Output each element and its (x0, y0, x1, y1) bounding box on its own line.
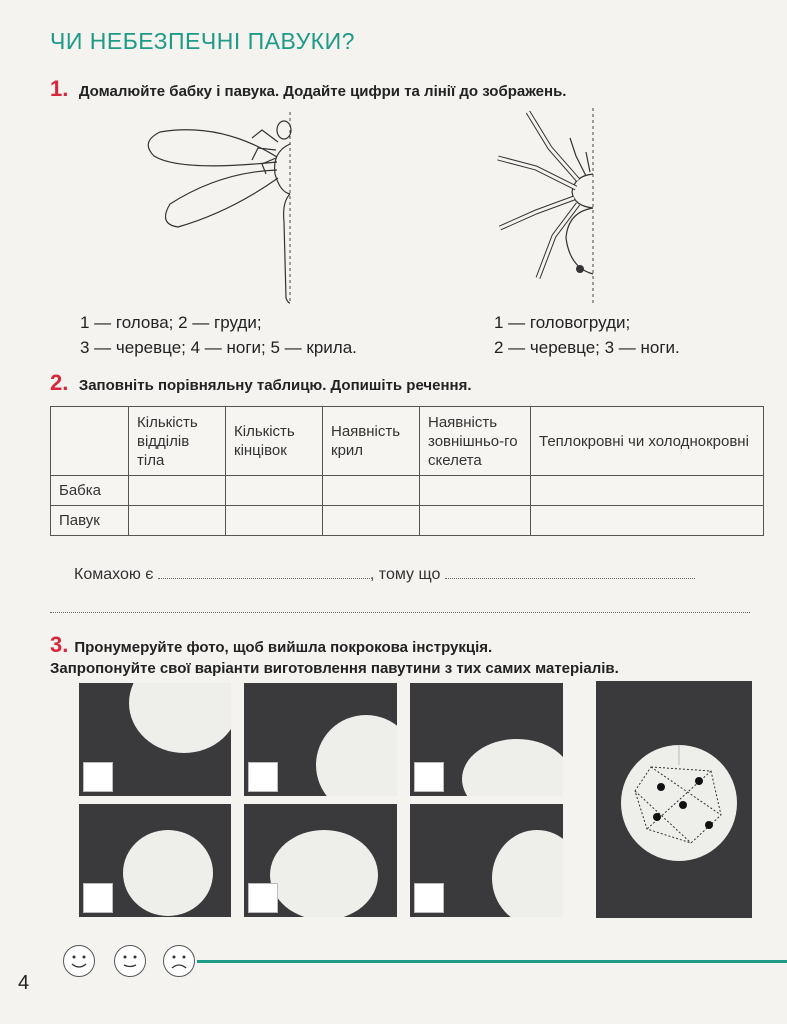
task1-number: 1. (50, 76, 69, 101)
number-box[interactable] (248, 762, 278, 792)
step-photo (410, 804, 563, 917)
table-cell[interactable] (226, 476, 323, 506)
table-header: Кількість відділів тіла (129, 407, 226, 476)
spider-half-drawing (490, 108, 610, 304)
task3-text-2: Запропонуйте свої варіанти виготовлення павутини з тих самих матеріалів. (50, 660, 619, 677)
table-cell[interactable] (129, 476, 226, 506)
step-photo (79, 804, 231, 917)
smiley-neutral-icon[interactable] (114, 945, 146, 977)
page-number: 4 (18, 972, 30, 994)
smiley-sad-icon[interactable] (163, 945, 195, 977)
task3-text-1: Пронумеруйте фото, щоб вийшла покрокова інструкція. (74, 639, 493, 656)
step-photo (244, 683, 397, 796)
spider-legend-line-2: 2 — черевце; 3 — ноги. (494, 338, 680, 357)
dragonfly-legend-line-2: 3 — черевце; 4 — ноги; 5 — крила. (80, 338, 357, 357)
task1-text: Домалюйте бабку і павука. Додайте цифри та лінії до зображень. (78, 83, 567, 100)
footer-divider (197, 960, 787, 963)
answer-blank-line[interactable] (50, 600, 750, 613)
number-box[interactable] (83, 883, 113, 913)
spider-legend (494, 310, 680, 360)
table-cell[interactable] (420, 476, 531, 506)
table-header: Наявність зовнішньо-го скелета (420, 407, 531, 476)
row-label: Павук (51, 506, 129, 536)
smiley-happy-icon[interactable] (63, 945, 95, 977)
sentence-start: Комахою є (74, 566, 154, 583)
finished-web-photo (596, 681, 752, 918)
spider-legend-line-1: 1 — головогруди; (494, 313, 631, 332)
table-cell[interactable] (226, 506, 323, 536)
web-lines (621, 745, 737, 861)
number-box[interactable] (414, 883, 444, 913)
number-box[interactable] (248, 883, 278, 913)
dragonfly-legend (80, 310, 357, 360)
step-photo (79, 683, 231, 796)
comparison-table (50, 406, 764, 536)
task1-heading (50, 76, 566, 102)
table-header (51, 407, 129, 476)
dragonfly-half-drawing (140, 112, 300, 304)
number-box[interactable] (83, 762, 113, 792)
sentence-mid: , тому що (369, 566, 441, 583)
table-cell[interactable] (531, 476, 764, 506)
row-label: Бабка (51, 476, 129, 506)
table-header: Теплокровні чи холоднокровні (531, 407, 764, 476)
table-cell[interactable] (531, 506, 764, 536)
table-cell[interactable] (323, 506, 420, 536)
table-header-row (51, 407, 764, 476)
task2-heading (50, 370, 472, 396)
table-cell[interactable] (420, 506, 531, 536)
complete-sentence (74, 566, 695, 584)
task2-text: Заповніть порівняльну таблицю. Допишіть речення. (78, 377, 472, 394)
task3-heading (50, 632, 619, 677)
answer-blank-2[interactable] (445, 566, 695, 579)
table-header: Кількість кінцівок (226, 407, 323, 476)
page-title: ЧИ НЕБЕЗПЕЧНІ ПАВУКИ? (50, 28, 355, 54)
dragonfly-legend-line-1: 1 — голова; 2 — груди; (80, 313, 262, 332)
table-row (51, 506, 764, 536)
table-header: Наявність крил (323, 407, 420, 476)
table-cell[interactable] (323, 476, 420, 506)
step-photo (244, 804, 397, 917)
task3-number: 3. (50, 632, 69, 657)
number-box[interactable] (414, 762, 444, 792)
table-cell[interactable] (129, 506, 226, 536)
answer-blank-1[interactable] (158, 566, 370, 579)
table-row (51, 476, 764, 506)
task2-number: 2. (50, 370, 69, 395)
step-photo (410, 683, 563, 796)
